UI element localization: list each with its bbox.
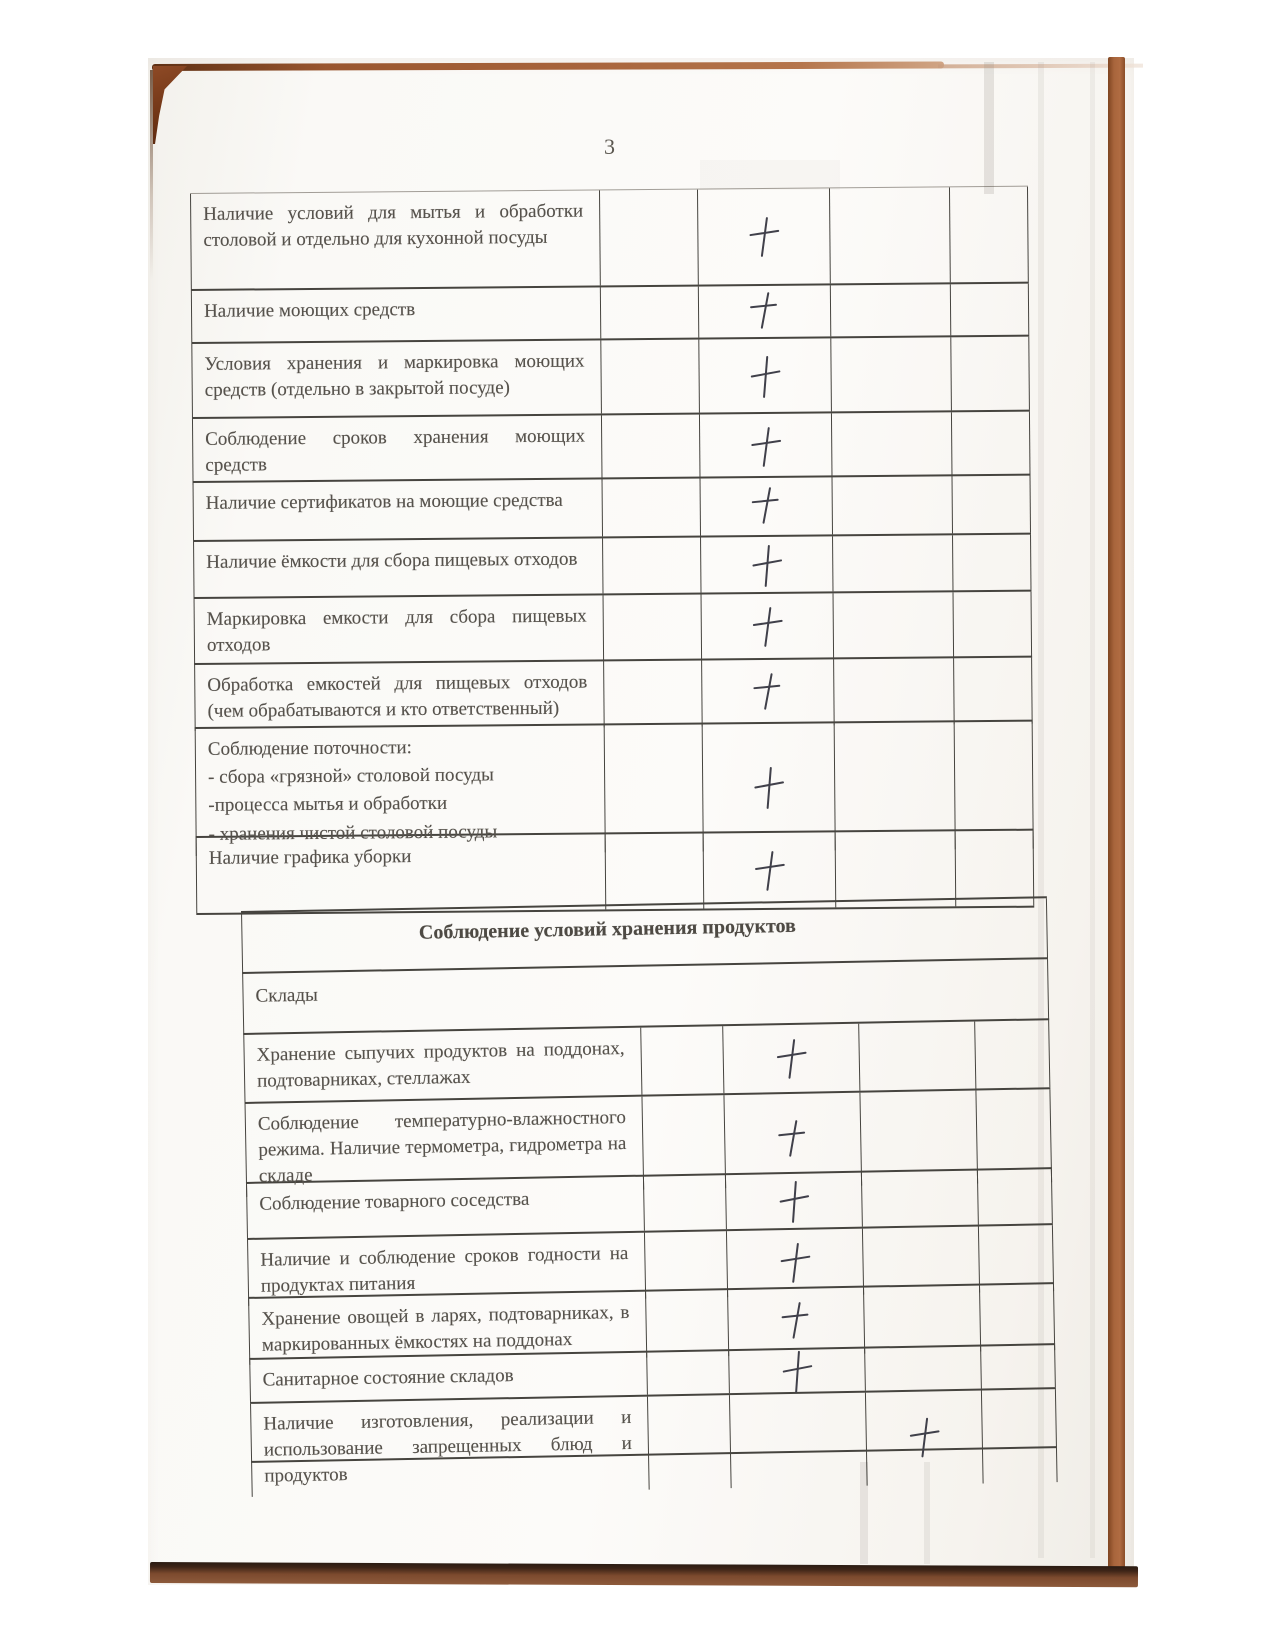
mark-cell xyxy=(647,1351,730,1394)
mark-cell xyxy=(951,284,1029,336)
criteria-text: Хранение сыпучих продуктов на поддонах, подтоварниках, стеллажах xyxy=(243,1028,642,1102)
mark-cell xyxy=(646,1290,729,1358)
mark-cell xyxy=(954,658,1033,725)
mark-cell xyxy=(699,285,831,337)
handwritten-plus-mark xyxy=(781,1351,814,1392)
mark-cell xyxy=(863,1227,980,1296)
criteria-text: Наличие сертификатов на моющие средства xyxy=(193,479,603,540)
handwritten-plus-mark xyxy=(751,544,783,584)
mark-cell xyxy=(726,1173,863,1229)
criteria-text: Обработка емкостей для пищевых отходов (чем обрабатываются и кто ответственный) xyxy=(194,661,605,731)
handwritten-plus-mark xyxy=(750,486,782,526)
mark-cell xyxy=(700,413,833,481)
table-row xyxy=(192,412,1031,483)
mark-cell xyxy=(702,593,835,661)
mark-cell xyxy=(604,661,703,728)
mark-cell xyxy=(980,1284,1055,1352)
table-row xyxy=(190,187,1029,291)
mark-cell xyxy=(698,188,831,284)
mark-cell xyxy=(978,1169,1053,1224)
criteria-text: Соблюдение товарного соседства xyxy=(246,1177,645,1238)
dishwashing-sanitation-table xyxy=(190,186,1034,915)
handwritten-plus-mark xyxy=(752,673,784,713)
mark-cell xyxy=(864,1286,981,1355)
mark-cell xyxy=(834,592,955,659)
mark-cell xyxy=(699,338,832,412)
mark-cell xyxy=(704,832,837,908)
page-edge-left xyxy=(150,70,153,280)
mark-cell xyxy=(723,1024,860,1093)
criteria-text: Хранение овощей в ларях, подтоварниках, в маркированных ёмкостях на поддонах xyxy=(248,1292,647,1366)
mark-cell xyxy=(600,190,699,286)
mark-cell xyxy=(601,287,699,339)
criteria-text: Наличие моющих средств xyxy=(191,287,601,342)
criteria-text: Соблюдение поточности: - сбора «грязной» столовой посуды -процесса мытья и обработки - хранения чистой столовой посуды xyxy=(195,725,606,855)
mark-cell xyxy=(833,476,953,534)
mark-cell xyxy=(604,595,703,662)
mark-cell xyxy=(956,831,1035,907)
mark-cell xyxy=(862,1171,979,1227)
criteria-text: Наличие ёмкости для сбора пищевых отходов xyxy=(193,538,603,597)
criteria-text: Наличие условий для мытья и обработки столовой и отдельно для кухонной посуды xyxy=(190,190,601,289)
handwritten-plus-mark xyxy=(753,767,785,807)
mark-cell xyxy=(730,1393,868,1488)
mark-cell xyxy=(865,1347,982,1391)
mark-cell xyxy=(951,337,1030,411)
table-row xyxy=(245,1089,1052,1188)
handwritten-plus-mark xyxy=(751,607,783,647)
handwritten-plus-mark xyxy=(776,1120,809,1161)
mark-cell xyxy=(833,535,953,591)
mark-cell xyxy=(701,477,833,535)
table-row xyxy=(191,337,1030,419)
handwritten-plus-mark xyxy=(775,1038,808,1079)
mark-cell xyxy=(702,659,835,727)
criteria-text: Маркировка емкости для сбора пищевых отходов xyxy=(194,595,605,665)
mark-cell xyxy=(831,284,951,336)
handwritten-plus-mark xyxy=(753,850,785,890)
page-number: 3 xyxy=(604,134,616,159)
mark-cell xyxy=(641,1026,724,1094)
mark-cell xyxy=(950,187,1029,283)
mark-cell xyxy=(648,1395,732,1489)
mark-cell xyxy=(701,536,833,592)
criteria-text: Соблюдение температурно-влажностного режима. Наличие термометра, гидрометра на складе xyxy=(245,1097,645,1197)
handwritten-plus-mark xyxy=(779,1243,812,1284)
mark-cell xyxy=(952,412,1031,479)
mark-cell xyxy=(859,1022,976,1091)
table-row xyxy=(191,284,1029,344)
mark-cell xyxy=(603,479,701,537)
mark-cell xyxy=(981,1345,1056,1388)
mark-cell xyxy=(834,658,955,725)
mark-cell xyxy=(606,834,705,910)
subsection-label: Склады xyxy=(255,984,319,1007)
criteria-text: Соблюдение сроков хранения моющих средств xyxy=(192,415,603,485)
table-row xyxy=(194,658,1033,729)
mark-cell xyxy=(954,592,1033,659)
handwritten-plus-mark xyxy=(750,427,782,467)
handwritten-plus-mark xyxy=(748,291,780,331)
mark-cell xyxy=(729,1349,866,1393)
mark-cell xyxy=(982,1389,1058,1483)
handwritten-plus-mark xyxy=(908,1418,941,1459)
binding-edge-bottom xyxy=(150,1562,1138,1587)
mark-cell xyxy=(644,1175,727,1230)
mark-cell xyxy=(866,1391,984,1486)
mark-cell xyxy=(602,415,701,482)
table-row xyxy=(193,535,1031,599)
handwritten-plus-mark xyxy=(780,1302,813,1343)
criteria-text: Наличие и соблюдение сроков годности на продуктах питания xyxy=(247,1233,646,1307)
handwritten-plus-mark xyxy=(749,355,781,395)
mark-cell xyxy=(836,831,957,907)
mark-cell xyxy=(728,1288,865,1357)
mark-cell xyxy=(953,535,1031,591)
criteria-text: Условия хранения и маркировка моющих средств (отдельно в закрытой посуде) xyxy=(191,340,602,417)
mark-cell xyxy=(832,412,953,479)
table-row xyxy=(193,476,1031,542)
mark-cell xyxy=(830,187,951,283)
criteria-text: Санитарное состояние складов xyxy=(249,1353,648,1402)
criteria-text: Наличие изготовления, реализации и использование запрещенных блюд и продуктов xyxy=(250,1397,650,1497)
mark-cell xyxy=(979,1225,1054,1293)
storage-conditions-table xyxy=(241,896,1057,1488)
handwritten-plus-mark xyxy=(748,216,780,256)
criteria-text: Наличие графика уборки xyxy=(196,834,607,913)
binding-strip-right xyxy=(1108,57,1125,1585)
mark-cell xyxy=(953,476,1031,534)
mark-cell xyxy=(601,340,700,414)
table-row xyxy=(194,592,1033,665)
table-row xyxy=(195,722,1034,845)
handwritten-plus-mark xyxy=(778,1181,811,1222)
mark-cell xyxy=(975,1020,1050,1088)
mark-cell xyxy=(645,1231,728,1299)
section-header: Соблюдение условий хранения продуктов xyxy=(418,914,797,944)
mark-cell xyxy=(603,538,701,594)
mark-cell xyxy=(831,337,952,411)
